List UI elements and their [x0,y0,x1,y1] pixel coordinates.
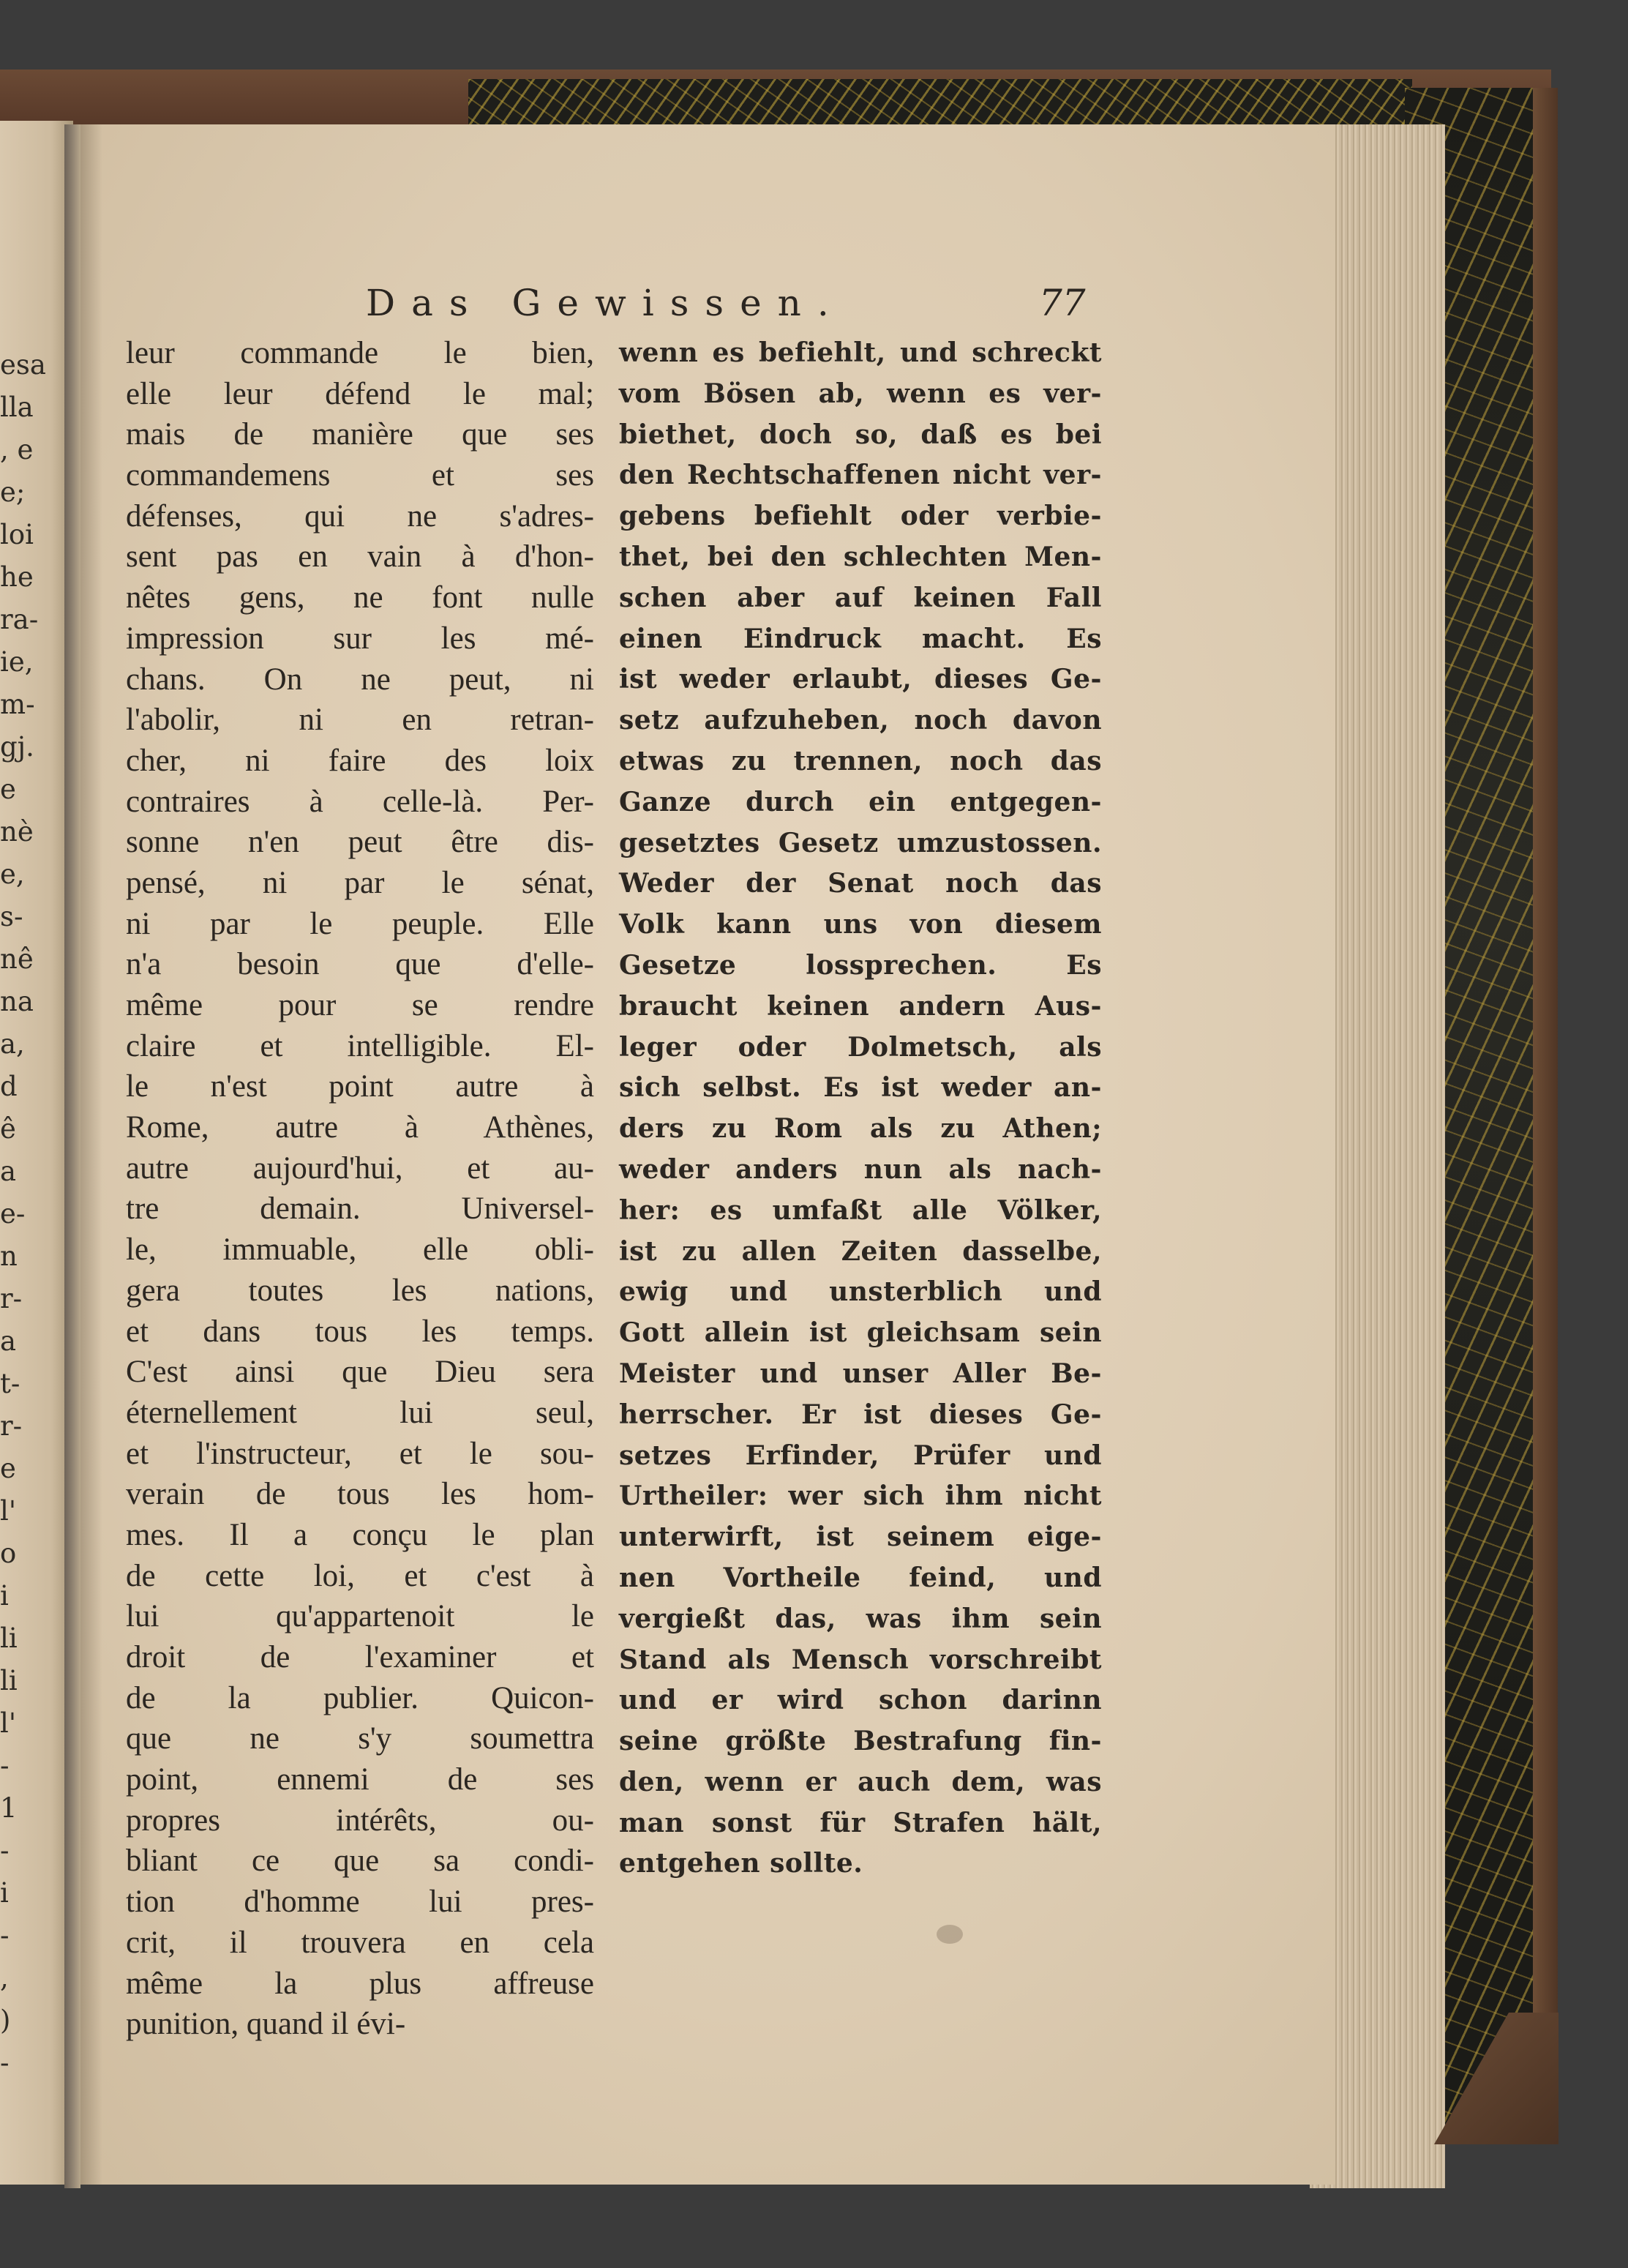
left-page-fragment: loi [0,519,34,550]
cover-spine-edge [1533,88,1558,2137]
left-page-fragment: - [0,1750,10,1781]
left-page-fragment: , e [0,434,34,465]
french-text-line: claire et intelligible. El- [126,1028,594,1063]
french-text-line: commandemens et ses [126,458,594,493]
left-page-fragment: ra- [0,604,39,635]
french-text-line: nêtes gens, ne font nulle [126,580,594,615]
german-text-line: unterwirft, ist seinem eige- [619,1522,1102,1553]
end-ornament [937,1925,963,1944]
german-text-line: gesetztes Gesetz umzustossen. [619,827,1102,858]
left-page-text-fragments [0,344,66,2084]
left-page-fragment: nè [0,816,34,847]
left-page-fragment: esa [0,349,46,381]
left-page-fragment: a [0,1325,17,1357]
german-text-line: und er wird schon darinn [619,1685,1102,1716]
french-text-line: le, immuable, elle obli- [126,1232,594,1268]
german-text-line: ist zu allen Zeiten dasselbe, [619,1235,1102,1267]
german-text-line: Volk kann uns von diesem [619,909,1102,940]
german-text-line: Meister und unser Aller Be- [619,1358,1102,1389]
french-text-line: mais de manière que ses [126,417,594,452]
left-page-fragment: ê [0,1113,16,1145]
left-page-fragment: e [0,774,16,805]
left-page-fragment: 1 [0,1792,18,1824]
german-text-line: man sonst für Strafen hält, [619,1807,1102,1838]
german-text-line: setz aufzuheben, noch davon [619,705,1102,736]
left-page-fragment: m- [0,689,35,720]
german-text-line: ewig und unsterblich und [619,1276,1102,1308]
french-text-line: gera toutes les nations, [126,1273,594,1308]
left-page-fragment: e, [0,858,25,890]
german-text-line: Weder der Senat noch das [619,868,1102,899]
left-page-fragment: , [0,1962,9,1994]
french-text-line: propres intérêts, ou- [126,1803,594,1838]
left-page-fragment: t- [0,1368,20,1399]
german-text-line: seine größte Bestrafung fin- [619,1726,1102,1757]
german-text-line: braucht keinen andern Aus- [619,990,1102,1022]
french-text-line: l'abolir, ni en retran- [126,703,594,738]
french-column [126,333,594,2045]
french-text-line: crit, il trouvera en cela [126,1925,594,1960]
french-text-line: Rome, autre à Athènes, [126,1110,594,1145]
left-page-fragment: i [0,1580,9,1612]
french-text-line: verain de tous les hom- [126,1477,594,1512]
left-page-fragment: s- [0,901,23,932]
german-text-line: Stand als Mensch vorschreibt [619,1644,1102,1675]
french-text-line: ni par le peuple. Elle [126,906,594,941]
german-text-line: Ganze durch ein entgegen- [619,786,1102,817]
left-page-fragment: - [0,1835,10,1866]
french-text-line: C'est ainsi que Dieu sera [126,1355,594,1390]
french-text-line: impression sur les mé- [126,621,594,656]
german-text-line: vergießt das, was ihm sein [619,1603,1102,1634]
left-page-fragment: l' [0,1707,17,1739]
left-page-fragment: a, [0,1028,25,1060]
french-text-line: éternellement lui seul, [126,1395,594,1430]
french-text-line: sent pas en vain à d'hon- [126,539,594,575]
german-text-line: Urtheiler: wer sich ihm nicht [619,1481,1102,1512]
french-text-line: même la plus affreuse [126,1966,594,2001]
left-page-fragment: o [0,1538,17,1569]
left-page-fragment: - [0,1920,10,1951]
german-text-line: etwas zu trennen, noch das [619,745,1102,776]
german-text-line: den, wenn er auch dem, was [619,1766,1102,1797]
left-page-fragment: nê [0,943,34,975]
german-text-line: vom Bösen ab, wenn es ver- [619,378,1102,409]
left-page-fragment: lla [0,392,34,423]
french-text-line: autre aujourd'hui, et au- [126,1150,594,1186]
french-text-line: tre demain. Universel- [126,1191,594,1227]
left-page-fragment: gj. [0,731,34,763]
german-text-line: nen Vortheile feind, und [619,1562,1102,1593]
french-text-line: défenses, qui ne s'adres- [126,498,594,534]
french-text-line: que ne s'y soumettra [126,1721,594,1756]
left-page-fragment: a [0,1156,17,1187]
german-text-line: thet, bei den schlechten Men- [619,541,1102,572]
left-page-fragment: na [0,986,34,1017]
left-page-fragment: r- [0,1410,23,1442]
french-text-line: et dans tous les temps. [126,1314,594,1349]
french-text-line: le n'est point autre à [126,1069,594,1104]
french-text-line: chans. On ne peut, ni [126,662,594,697]
french-text-line: punition, quand il évi- [126,2007,406,2042]
german-text-line: wenn es befiehlt, und schreckt [619,337,1102,368]
french-text-line: droit de l'examiner et [126,1640,594,1674]
german-text-line: ders zu Rom als zu Athen; [619,1113,1102,1145]
german-text-line: ist weder erlaubt, dieses Ge- [619,664,1102,695]
french-text-line: point, ennemi de ses [126,1762,594,1797]
german-text-line: herrscher. Er ist dieses Ge- [619,1399,1102,1430]
left-page-fragment: i [0,1877,9,1909]
french-text-line: mes. Il a conçu le plan [126,1517,594,1552]
french-text-line: de cette loi, et c'est à [126,1558,594,1593]
german-text-line: Gesetze lossprechen. Es [619,949,1102,981]
french-text-line: contraires à celle-là. Per- [126,784,594,819]
german-text-line: sich selbst. Es ist weder an- [619,1072,1102,1104]
french-text-line: tion d'homme lui pres- [126,1885,594,1920]
french-text-line: sonne n'en peut être dis- [126,825,594,860]
book-gutter [64,124,80,2188]
left-page-fragment: r- [0,1283,23,1314]
french-text-line: cher, ni faire des loix [126,743,594,778]
left-page-fragment: e- [0,1198,26,1230]
french-text-line: de la publier. Quicon- [126,1680,594,1715]
french-text-line: et l'instructeur, et le sou- [126,1436,594,1471]
left-page-fragment: he [0,561,34,593]
german-text-line: gebens befiehlt oder verbie- [619,501,1102,532]
left-page-fragment: ) [0,2005,11,2036]
german-column [619,333,1102,1885]
german-text-line: her: es umfaßt alle Völker, [619,1194,1102,1226]
left-page-fragment: li [0,1665,18,1696]
left-page-fragment: li [0,1623,18,1654]
french-text-line: bliant ce que sa condi- [126,1844,594,1879]
french-text-line: leur commande le bien, [126,336,594,370]
german-text-line: schen aber auf keinen Fall [619,582,1102,613]
german-text-line: weder anders nun als nach- [619,1153,1102,1185]
left-page-fragment: ie, [0,646,34,678]
page-number: 77 [1039,282,1086,324]
german-text-line: setzes Erfinder, Prüfer und [619,1440,1102,1471]
french-text-line: pensé, ni par le sénat, [126,865,594,900]
left-page-fragment: l' [0,1495,17,1527]
running-head: Das Gewissen. [366,282,845,324]
left-page-fragment: d [0,1071,18,1102]
french-text-line: n'a besoin que d'elle- [126,947,594,982]
german-text-line: leger oder Dolmetsch, als [619,1031,1102,1063]
german-text-line: einen Eindruck macht. Es [619,623,1102,654]
left-page-fragment: e; [0,476,26,508]
german-text-line: Gott allein ist gleichsam sein [619,1317,1102,1349]
german-text-line: biethet, doch so, daß es bei [619,419,1102,450]
left-page-fragment: e [0,1453,16,1484]
german-text-line: entgehen sollte. [619,1848,863,1879]
french-text-line: lui qu'appartenoit le [126,1599,594,1634]
left-page-fragment: - [0,2047,10,2078]
left-page-fragment: n [0,1240,18,1272]
french-text-line: même pour se rendre [126,988,594,1022]
french-text-line: elle leur défend le mal; [126,376,594,411]
german-text-line: den Rechtschaffenen nicht ver- [619,460,1102,491]
